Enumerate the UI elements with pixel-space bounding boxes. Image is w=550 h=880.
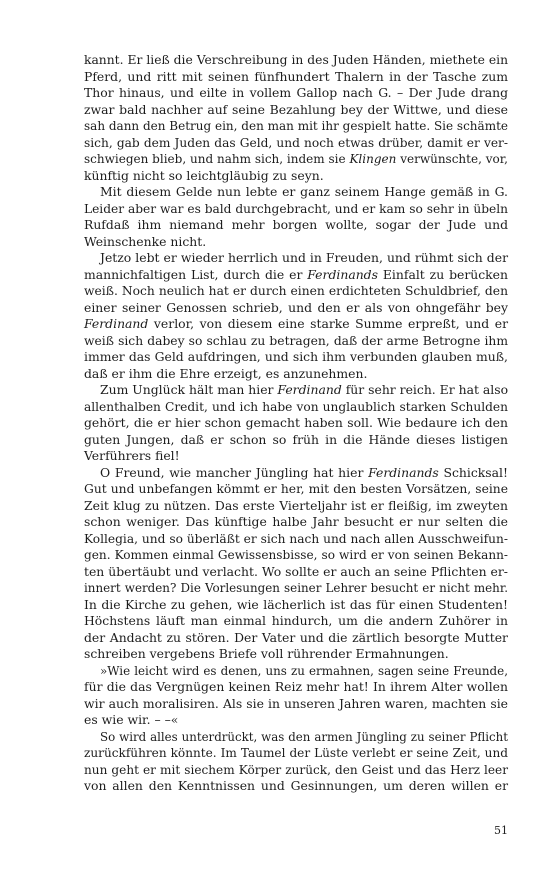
text-segment: verwünschte, vor, xyxy=(396,152,508,166)
text-line xyxy=(84,498,508,515)
text-line xyxy=(84,267,508,284)
italic-name: Ferdinands xyxy=(307,266,378,282)
text-segment: verlor, von diesem eine starke Summe erpreßt, und er xyxy=(148,316,508,331)
text-line xyxy=(84,151,508,168)
text-segment: Rufdaß ihm niemand mehr borgen wollte, sogar der Jude und xyxy=(84,217,508,232)
text-line xyxy=(84,316,508,333)
text-line xyxy=(84,85,508,102)
body-text xyxy=(84,52,508,795)
text-line xyxy=(84,366,508,383)
text-segment: sah dann den Betrug ein, den man mit ihr gespielt hatte. Sie schämte xyxy=(84,119,508,133)
text-line xyxy=(84,778,508,795)
text-line xyxy=(84,382,508,399)
text-segment: Leider aber war es bald durchgebracht, und er kam so sehr in übeln xyxy=(84,201,508,216)
text-line xyxy=(84,465,508,482)
italic-name: Ferdinand xyxy=(277,382,342,397)
italic-name: Klingen xyxy=(349,152,397,166)
text-segment: Pferd, und ritt mit seinen fünfhundert Thalern in der Tasche zum xyxy=(84,68,508,84)
text-segment: schreiben vergebens Briefe voll rührender Ermahnungen. xyxy=(84,646,449,661)
italic-name: Ferdinand xyxy=(84,316,149,331)
text-segment: Jetzo lebt er wieder herrlich und in Freuden, und rühmt sich der xyxy=(100,250,508,265)
text-segment: sich, gab dem Juden das Geld, und noch etwas drüber, damit er ver- xyxy=(84,135,508,150)
text-line xyxy=(84,448,508,465)
text-segment: mannichfaltigen List, durch die er xyxy=(84,266,308,282)
text-line xyxy=(84,580,508,597)
text-line xyxy=(84,646,508,663)
text-line xyxy=(84,531,508,548)
text-line xyxy=(84,762,508,779)
text-line xyxy=(84,217,508,234)
page-number: 51 xyxy=(494,824,508,837)
text-line xyxy=(84,168,508,185)
text-segment: wir auch moralisiren. Als sie in unseren Jahren waren, machten sie xyxy=(84,695,508,711)
text-segment: Verführers fiel! xyxy=(84,448,180,463)
text-segment: von allen den Kenntnissen und Gesinnungen, um deren willen er xyxy=(84,778,508,793)
text-line xyxy=(84,696,508,713)
text-segment: In die Kirche zu gehen, wie lächerlich ist das für einen Studenten! xyxy=(84,596,508,612)
text-segment: zurückführen könnte. Im Taumel der Lüste verlebt er seine Zeit, und xyxy=(84,746,508,760)
text-line xyxy=(84,283,508,300)
text-line xyxy=(84,745,508,762)
text-segment: nun geht er mit siechem Körper zurück, den Geist und das Herz leer xyxy=(84,762,508,777)
text-line xyxy=(84,102,508,119)
text-line xyxy=(84,300,508,317)
text-line xyxy=(84,69,508,86)
text-segment: immer das Geld aufdringen, und sich ihm verbunden glauben muß, xyxy=(84,349,508,364)
text-segment: daß er ihm die Ehre erzeigt, es anzunehmen. xyxy=(84,365,368,381)
text-line xyxy=(84,679,508,696)
text-segment: allenthalben Credit, und ich habe von unglaublich starken Schulden xyxy=(84,399,508,414)
text-line xyxy=(84,52,508,69)
text-segment: weiß sich dabey so schlau zu betragen, daß der arme Betrogne ihm xyxy=(84,333,508,348)
text-line xyxy=(84,630,508,647)
text-segment: schon weniger. Das künftige halbe Jahr besucht er nur selten die xyxy=(84,514,508,529)
text-line xyxy=(84,712,508,729)
text-segment: »Wie leicht wird es denen, uns zu ermahnen, sagen seine Freunde, xyxy=(100,663,508,678)
text-segment: Zum Unglück hält man hier xyxy=(100,382,278,397)
text-segment: weiß. Noch neulich hat er durch einen erdichteten Schuldbrief, den xyxy=(84,284,508,298)
text-segment: für sehr reich. Er hat also xyxy=(341,382,509,397)
italic-name: Ferdinands xyxy=(368,464,439,480)
text-segment: Thor hinaus, und eilte in vollem Gallop nach G. – Der Jude drang xyxy=(84,85,508,100)
text-line xyxy=(84,481,508,498)
text-segment: für die das Vergnügen keinen Reiz mehr hat! In ihrem Alter wollen xyxy=(84,679,508,694)
text-line xyxy=(84,118,508,135)
text-line xyxy=(84,201,508,218)
text-segment: innert werden? Die Vorlesungen seiner Lehrer besucht er nicht mehr. xyxy=(84,581,508,595)
text-segment: gen. Kommen einmal Gewissensbisse, so wird er von seinen Bekann- xyxy=(84,548,508,562)
text-line xyxy=(84,432,508,449)
text-segment: es wie wir. – –« xyxy=(84,712,179,727)
text-line xyxy=(84,333,508,350)
text-segment: zwar bald nachher auf seine Bezahlung bey der Wittwe, und diese xyxy=(84,101,508,117)
text-segment: Gut und unbefangen kömmt er her, mit den besten Vorsätzen, seine xyxy=(84,482,508,496)
text-line xyxy=(84,547,508,564)
text-segment: So wird alles unterdrückt, was den armen Jüngling zu seiner Pflicht xyxy=(100,729,508,744)
text-line xyxy=(84,729,508,746)
text-line xyxy=(84,597,508,614)
text-segment: Mit diesem Gelde nun lebte er ganz seinem Hange gemäß in G. xyxy=(100,184,508,199)
text-line xyxy=(84,514,508,531)
text-segment: einer seiner Genossen schrieb, und den er als von ohngefähr bey xyxy=(84,299,508,315)
text-line xyxy=(84,399,508,416)
text-line xyxy=(84,135,508,152)
text-segment: ten übertäubt und verlacht. Wo sollte er auch an seine Pflichten er- xyxy=(84,563,508,579)
text-segment: Höchstens läuft man einmal hindurch, um die andern Zuhörer in xyxy=(84,613,508,628)
text-line xyxy=(84,415,508,432)
text-segment: schwiegen blieb, und nahm sich, indem sie xyxy=(84,152,350,166)
text-segment: gehört, die er hier schon gemacht haben soll. Wie bedaure ich den xyxy=(84,415,508,430)
text-line xyxy=(84,250,508,267)
text-segment: guten Jungen, daß er schon so früh in die Hände dieses listigen xyxy=(84,431,508,447)
text-segment: Weinschenke nicht. xyxy=(84,233,207,249)
text-segment: künftig nicht so leichtgläubig zu seyn. xyxy=(84,167,324,183)
text-segment: Schicksal! xyxy=(438,464,508,480)
text-line xyxy=(84,663,508,680)
text-segment: Zeit klug zu nützen. Das erste Vierteljahr ist er fleißig, im zweyten xyxy=(84,497,508,513)
text-segment: der Andacht zu stören. Der Vater und die zärtlich besorgte Mutter xyxy=(84,629,508,645)
text-line xyxy=(84,234,508,251)
text-line xyxy=(84,349,508,366)
text-segment: O Freund, wie mancher Jüngling hat hier xyxy=(100,464,369,480)
text-line xyxy=(84,184,508,201)
text-segment: Einfalt zu berücken xyxy=(377,266,508,282)
text-segment: kannt. Er ließ die Verschreibung in des Juden Händen, miethete ein xyxy=(84,53,508,67)
text-segment: Kollegia, und so überläßt er sich nach und nach allen Ausschweifun- xyxy=(84,531,508,546)
text-line xyxy=(84,564,508,581)
text-line xyxy=(84,613,508,630)
